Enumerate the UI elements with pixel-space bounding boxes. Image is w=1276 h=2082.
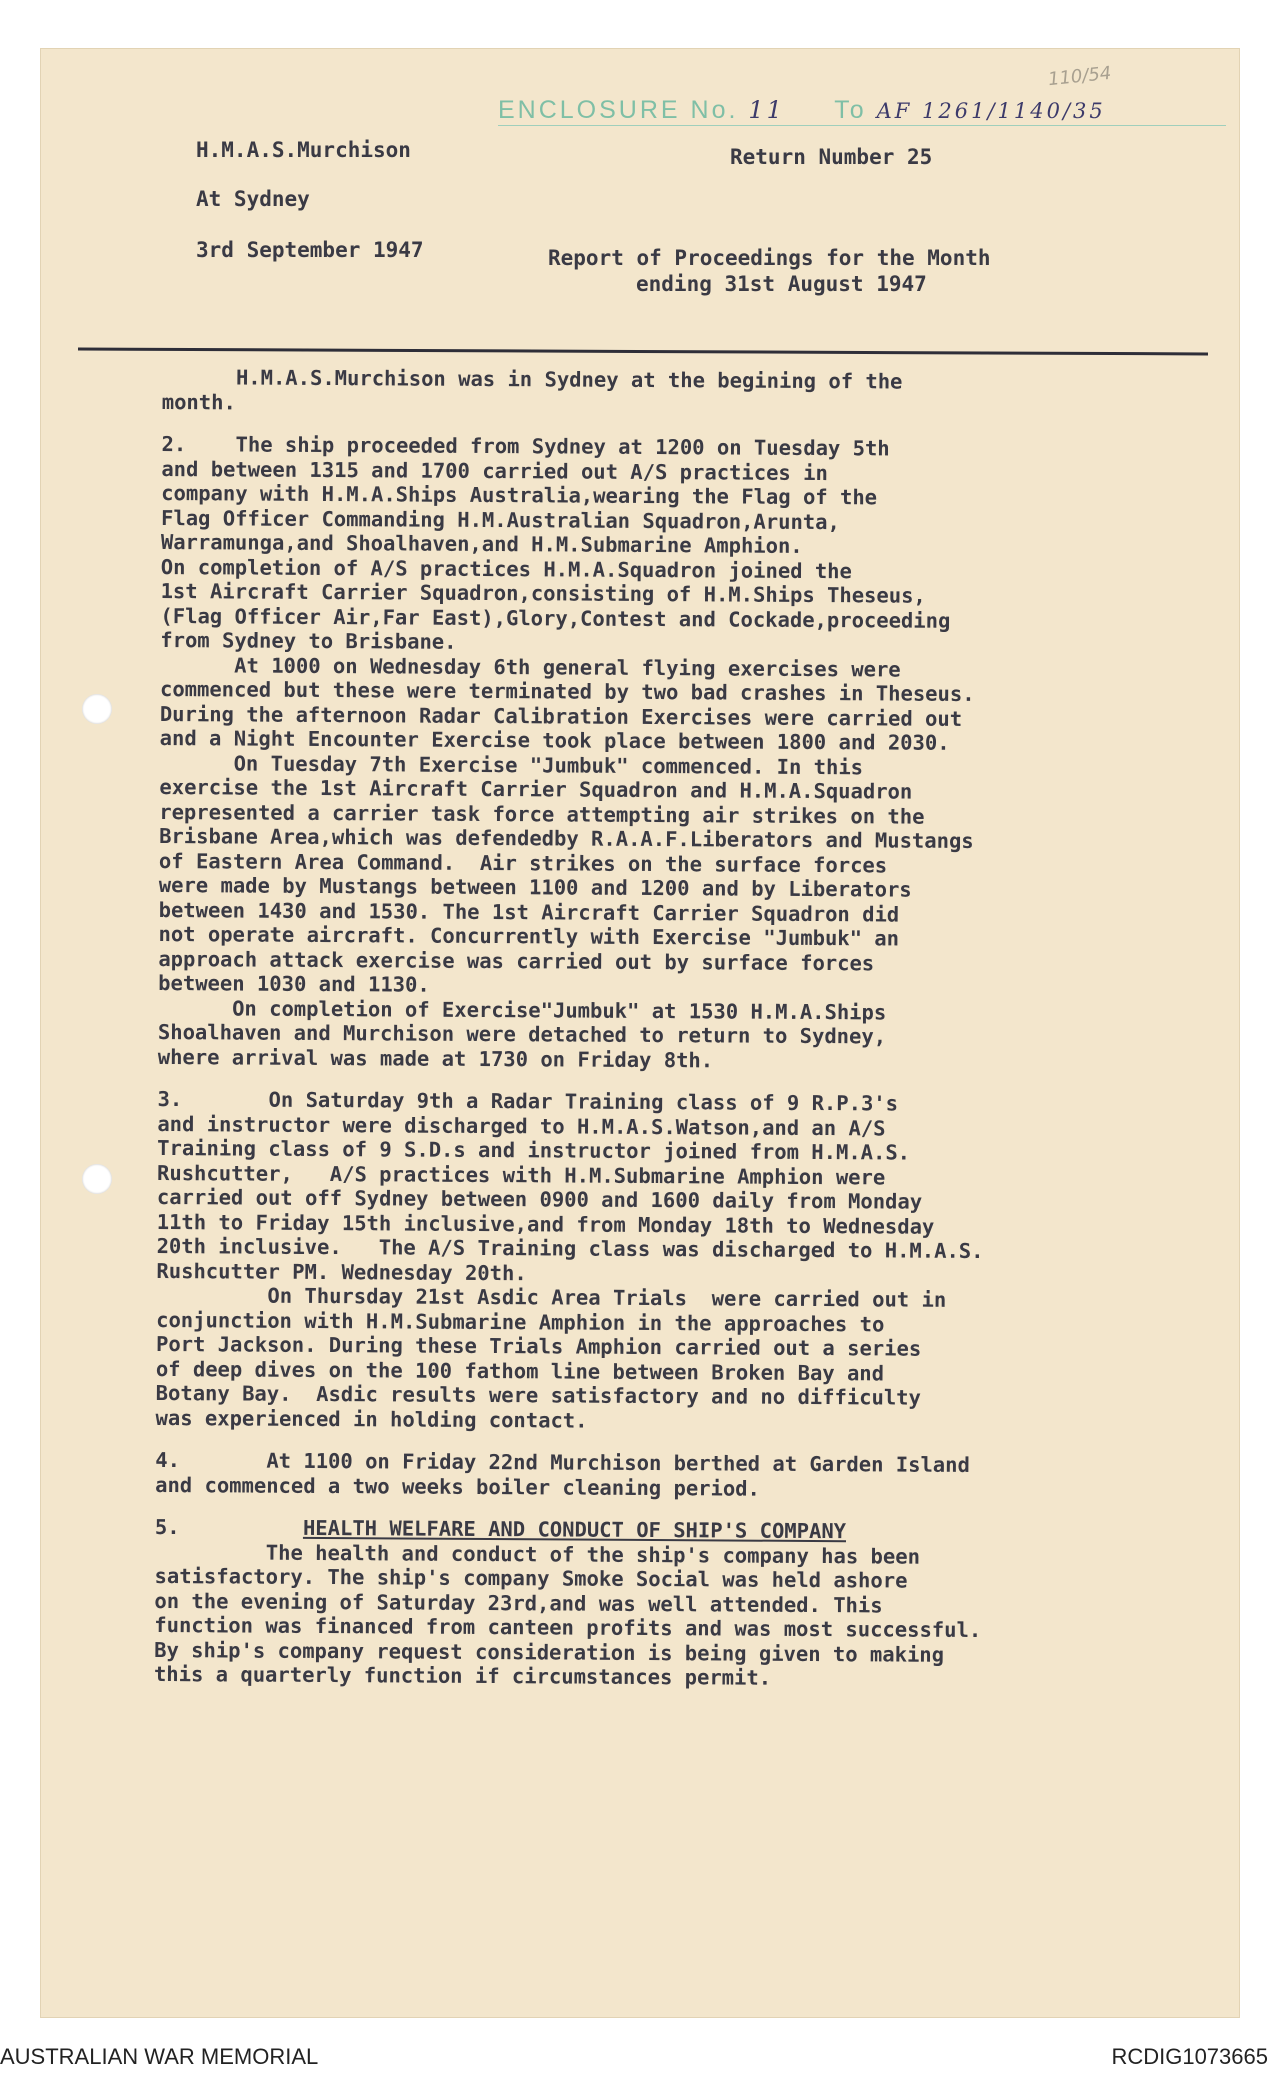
file-reference: AF 1261/1140/35 [876, 99, 1106, 123]
paragraph-2: 2. The ship proceeded from Sydney at 1200 on Tuesday 5th and between 1315 and 1700 carried out A/S practices in company with H.M.A.Ships Australia,wearing the Flag of the Flag Officer Commanding H.M.Australian Squadron,Arunta, Warramunga,and Shoalhaven,and H.M.Submarine Amphion. On completion of A/S practices H.M.A.Squadron joined the 1st Aircraft Carrier Squadron,consisting of H.M.Ships Theseus, (Flag Officer Air,Far East),Glory,Contest and Cockade,proceeding from Sydney to Brisbane. [160, 431, 951, 654]
to-label: To [834, 96, 867, 124]
paragraph-5-heading: HEALTH WELFARE AND CONDUCT OF SHIP'S COMPANY [302, 1515, 847, 1544]
footer-institution: AUSTRALIAN WAR MEMORIAL [0, 2044, 319, 2069]
paragraph-5: The health and conduct of the ship's company has been satisfactory. The ship's company Smoke Social was held ashore on the evening of Saturday 23rd,and was well attended. This function was financed from canteen profits and was most successful. By ship's company request consideration is being given to making this a quarterly function if circumstances permit. [153, 1539, 982, 1690]
paragraph-3-asdic-trials: On Thursday 21st Asdic Area Trials were carried out in conjunction with H.M.Submarine Amphion in the approaches to Port Jackson. During these Trials Amphion carried out a series of deep dives on the 100 fathom line between Broken Bay and Botany Bay. Asdic results were satisfactory and no difficulty was experienced in holding contact. [155, 1282, 947, 1433]
paragraph-2-exercise-jumbuk: On Tuesday 7th Exercise "Jumbuk" commenced. In this exercise the 1st Aircraft Carrier Squadron and H.M.A.Squadron represented a carrier task force attempting air strikes on the Brisbane Area,which was defendedby R.A.A.F.Liberators and Mustangs of Eastern Area Command. Air strikes on the surface forces were made by Mustangs between 1100 and 1200 and by Liberators between 1430 and 1530. The 1st Aircraft Carrier Squadron did not operate aircraft. Concurrently with Exercise "Jumbuk" an approach attack exercise was carried out by surface forces between 1030 and 1130. [158, 750, 974, 997]
report-title-line2: ending 31st August 1947 [636, 272, 927, 296]
paragraph-2-flying-exercises: At 1000 on Wednesday 6th general flying exercises were commenced but these were terminated by two bad crashes in Theseus. During the afternoon Radar Calibration Exercises were carried out and a Night Encounter Exercise took place between 1800 and 2030. [159, 652, 975, 755]
enclosure-stamp [498, 96, 1226, 126]
paragraph-5-number: 5. [154, 1514, 180, 1540]
ship-name: H.M.A.S.Murchison [196, 138, 411, 162]
report-title-line1: Report of Proceedings for the Month [548, 246, 991, 270]
report-date: 3rd September 1947 [196, 238, 424, 262]
pencil-annotation: 110/54 [1047, 62, 1113, 91]
paragraph-4: 4. At 1100 on Friday 22nd Murchison berthed at Garden Island and commenced a two weeks boiler cleaning period. [155, 1447, 970, 1501]
return-number: Return Number 25 [730, 145, 933, 169]
punch-hole-upper [82, 694, 112, 724]
footer-record-id: RCDIG1073665 [1111, 2044, 1268, 2069]
paragraph-2-return-sydney: On completion of Exercise"Jumbuk" at 1530 H.M.A.Ships Shoalhaven and Murchison were detached to return to Sydney, where arrival was made at 1730 on Friday 8th. [157, 995, 887, 1072]
paragraph-1: H.M.A.S.Murchison was in Sydney at the begining of the month. [161, 365, 903, 414]
location: At Sydney [196, 187, 310, 211]
paragraph-3: 3. On Saturday 9th a Radar Training class of 9 R.P.3's and instructor were discharged to H.M.A.S.Watson,and an A/S Training class of 9 S.D.s and instructor joined from H.M.A.S. Rushcutter, A/S practices with H.M.Submarine Amphion were carried out off Sydney between 0900 and 1600 daily from Monday 11th to Friday 15th inclusive,and from Monday 18th to Wednesday 20th inclusive. The A/S Training class was discharged to H.M.A.S. Rushcutter PM. Wednesday 20th. [156, 1086, 984, 1285]
enclosure-label: ENCLOSURE No. [498, 96, 739, 124]
punch-hole-lower [82, 1164, 112, 1194]
report-body [154, 365, 1182, 1711]
enclosure-number: 11 [748, 96, 785, 124]
